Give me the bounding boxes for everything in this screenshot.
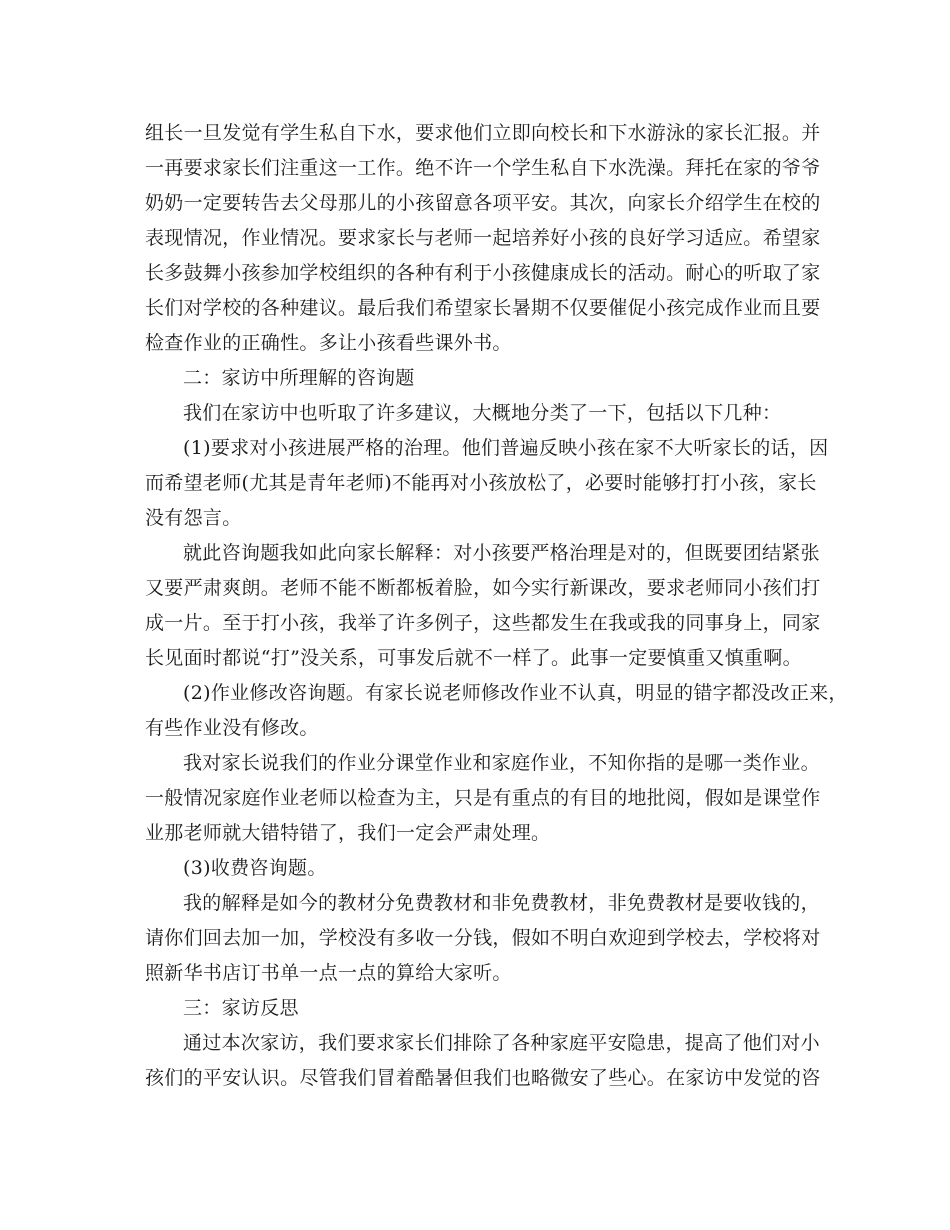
text-line: 我的解释是如今的教材分免费教材和非免费教材，非免费教材是要收钱的， [183, 892, 820, 914]
text-line: 又要严肃爽朗。老师不能不断都板着脸，如今实行新课改，要求老师同小孩们打 [145, 577, 821, 599]
text-line: 没有怨言。 [145, 507, 242, 529]
text-line: (3)收费咨询题。 [183, 857, 327, 879]
text-line: 业那老师就大错特错了，我们一定会严肃处理。 [145, 822, 551, 844]
section-heading: 二：家访中所理解的咨询题 [183, 367, 415, 389]
text-line: 照新华书店订书单一点一点的算给大家听。 [145, 962, 512, 984]
text-line: 孩们的平安认识。尽管我们冒着酷暑但我们也略微安了些心。在家访中发觉的咨 [145, 1067, 821, 1089]
text-line: 请你们回去加一加，学校没有多收一分钱，假如不明白欢迎到学校去，学校将对 [145, 927, 821, 949]
text-line: 就此咨询题我如此向家长解释：对小孩要严格治理是对的，但既要团结紧张 [183, 542, 820, 564]
text-line: 一般情况家庭作业老师以检查为主，只是有重点的有目的地批阅，假如是课堂作 [145, 787, 821, 809]
document-page [145, 116, 848, 1096]
text-line: 成一片。至于打小孩，我举了许多例子，这些都发生在我或我的同事身上，同家 [145, 612, 821, 634]
text-line: 奶奶一定要转告去父母那儿的小孩留意各项平安。其次，向家长介绍学生在校的 [145, 192, 821, 214]
text-line: 长见面时都说“打”没关系，可事发后就不一样了。此事一定要慎重又慎重啊。 [145, 647, 802, 669]
text-line: 一再要求家长们注重这一工作。绝不许一个学生私自下水洗澡。拜托在家的爷爷 [145, 157, 821, 179]
text-line: 检查作业的正确性。多让小孩看些课外书。 [145, 332, 512, 354]
text-line: (1)要求对小孩进展严格的治理。他们普遍反映小孩在家不大听家长的话，因 [183, 437, 829, 459]
text-line: 而希望老师(尤其是青年老师)不能再对小孩放松了，必要时能够打打小孩，家长 [145, 472, 817, 494]
text-line: (2)作业修改咨询题。有家长说老师修改作业不认真，明显的错字都没改正来， [183, 682, 848, 704]
text-line: 我们在家访中也听取了许多建议，大概地分类了一下，包括以下几种： [183, 402, 782, 424]
section-heading: 三：家访反思 [183, 997, 299, 1019]
text-line: 表现情况，作业情况。要求家长与老师一起培养好小孩的良好学习适应。希望家 [145, 227, 821, 249]
text-line: 我对家长说我们的作业分课堂作业和家庭作业，不知你指的是哪一类作业。 [183, 752, 820, 774]
text-line: 通过本次家访，我们要求家长们排除了各种家庭平安隐患，提高了他们对小 [183, 1032, 820, 1054]
text-line: 有些作业没有修改。 [145, 717, 319, 739]
text-line: 组长一旦发觉有学生私自下水，要求他们立即向校长和下水游泳的家长汇报。并 [145, 122, 821, 144]
text-line: 长多鼓舞小孩参加学校组织的各种有利于小孩健康成长的活动。耐心的听取了家 [145, 262, 821, 284]
text-line: 长们对学校的各种建议。最后我们希望家长暑期不仅要催促小孩完成作业而且要 [145, 297, 821, 319]
